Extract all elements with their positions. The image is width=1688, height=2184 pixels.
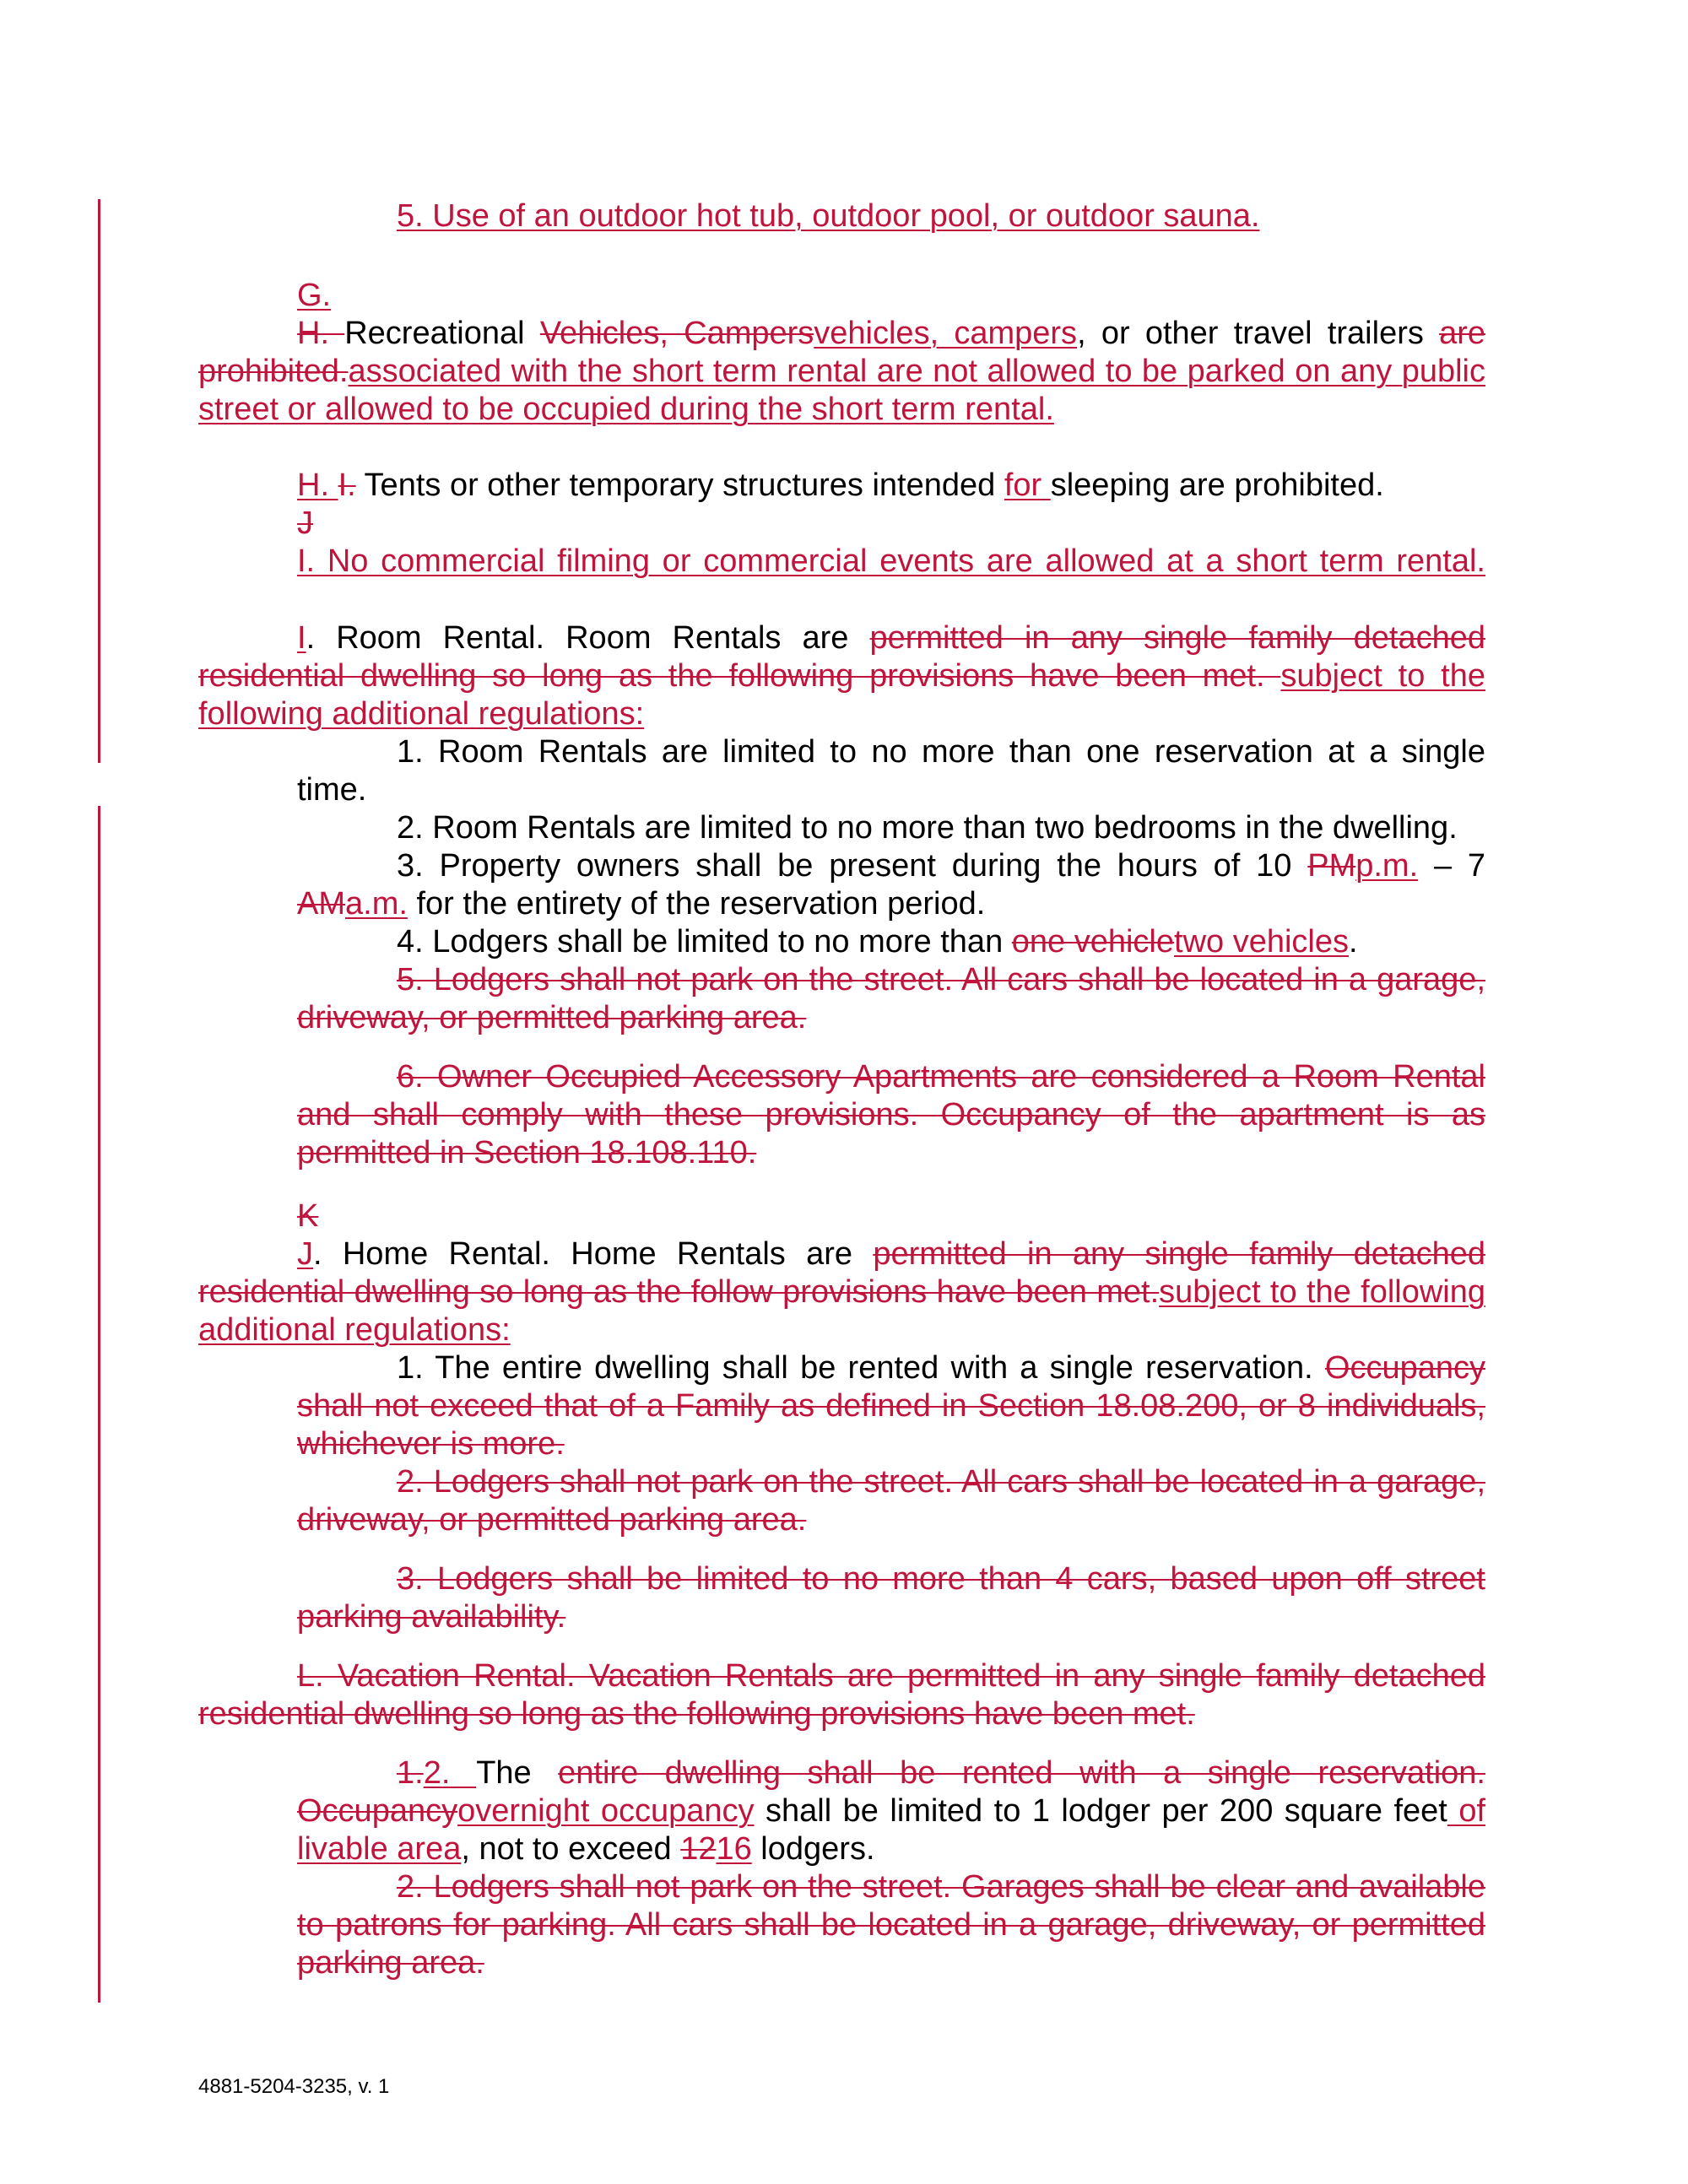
- text-line: [297, 1095, 1485, 1134]
- deleted-text: J: [297, 505, 313, 541]
- text-line: [297, 1133, 756, 1172]
- text-line: [397, 1868, 1485, 1906]
- deleted-text: H.: [297, 316, 345, 351]
- deleted-text: prohibited.: [198, 354, 349, 389]
- deleted-text: residential dwelling so long as the following provisions have been met.: [198, 1696, 1195, 1732]
- text-line: [297, 1657, 1485, 1695]
- text-line: [297, 1792, 1485, 1830]
- text-run: 1. The entire dwelling shall be rented with a single reservation.: [397, 1350, 1325, 1386]
- text-line: [297, 504, 313, 543]
- text-line: [297, 1424, 565, 1463]
- revision-bar: [98, 806, 100, 2003]
- inserted-text: street or allowed to be occupied during the short term rental.: [198, 392, 1054, 427]
- deleted-text: I.: [338, 468, 356, 503]
- inserted-text: a.m.: [345, 886, 408, 922]
- text-run: The: [476, 1755, 559, 1791]
- text-run: sleeping are prohibited.: [1050, 468, 1384, 503]
- text-run: . Room Rental. Room Rentals are: [306, 620, 870, 656]
- text-line: [198, 1695, 1195, 1733]
- text-line: [397, 733, 1485, 771]
- inserted-text: livable area: [297, 1831, 462, 1867]
- deleted-text: permitted in any single family detached: [873, 1236, 1485, 1272]
- inserted-text: 16: [716, 1831, 752, 1867]
- deleted-text: driveway, or permitted parking area.: [297, 1502, 807, 1538]
- inserted-text: J: [297, 1236, 313, 1272]
- text-run: 2. Room Rentals are limited to no more than two bedrooms in the dwelling.: [397, 810, 1458, 846]
- text-line: [397, 846, 1485, 885]
- deleted-text: residential dwelling so long as the follow provisions have been met.: [198, 1274, 1160, 1310]
- deleted-text: parking area.: [297, 1945, 484, 1981]
- text-line: [297, 314, 1485, 353]
- deleted-text: Occupancy: [297, 1793, 458, 1829]
- text-line: [297, 770, 366, 809]
- inserted-text: for: [1004, 468, 1051, 503]
- text-line: [297, 1500, 806, 1539]
- text-run: Tents or other temporary structures intended: [355, 468, 1004, 503]
- text-line: [397, 960, 1485, 999]
- text-run: lodgers.: [751, 1831, 875, 1867]
- text-line: [297, 619, 1485, 657]
- revision-bar: [98, 199, 100, 763]
- text-run: . Home Rental. Home Rentals are: [313, 1236, 874, 1272]
- text-run: 1. Room Rentals are limited to no more than one reservation at a single: [397, 734, 1485, 770]
- deleted-text: 12: [680, 1831, 717, 1867]
- text-run: , or other travel trailers: [1077, 316, 1440, 351]
- text-line: [198, 1273, 1485, 1311]
- deleted-text: PM: [1307, 848, 1356, 884]
- text-run: 4. Lodgers shall be limited to no more than: [397, 924, 1012, 960]
- inserted-text: overnight occupancy: [457, 1793, 755, 1829]
- inserted-text: two vehicles: [1174, 924, 1349, 960]
- deleted-text: driveway, or permitted parking area.: [297, 1000, 807, 1035]
- deleted-text: one vehicle: [1011, 924, 1175, 960]
- text-line: [397, 1462, 1485, 1501]
- deleted-text: 6. Owner Occupied Accessory Apartments are considered a Room Rental: [397, 1059, 1485, 1095]
- text-run: for the entirety of the reservation period.: [407, 886, 986, 922]
- text-line: [297, 466, 1384, 505]
- text-line: [397, 808, 1458, 847]
- inserted-text: I: [297, 620, 306, 656]
- deleted-text: parking availability.: [297, 1599, 566, 1635]
- deleted-text: 5. Lodgers shall not park on the street. All cars shall be located in a garage,: [397, 962, 1485, 997]
- text-line: [198, 352, 1485, 391]
- text-run: time.: [297, 772, 367, 808]
- text-line: [297, 1197, 318, 1235]
- text-line: [297, 1906, 1485, 1944]
- text-line: [397, 197, 1260, 235]
- text-line: [198, 390, 1054, 429]
- inserted-text: subject to the: [1280, 658, 1485, 694]
- inserted-text: additional regulations:: [198, 1312, 511, 1348]
- text-run: shall be limited to 1 lodger per 200 square feet: [754, 1793, 1447, 1829]
- text-line: [397, 1057, 1485, 1096]
- inserted-text: of: [1447, 1793, 1486, 1829]
- deleted-text: are: [1439, 316, 1485, 351]
- deleted-text: Occupancy: [1324, 1350, 1485, 1386]
- text-run: .: [1349, 924, 1358, 960]
- text-line: [297, 998, 806, 1037]
- inserted-text: vehicles, campers: [814, 316, 1078, 351]
- deleted-text: whichever is more.: [297, 1426, 565, 1462]
- text-line: [297, 884, 985, 923]
- text-run: 3. Property owners shall be present during the hours of 10: [397, 848, 1308, 884]
- deleted-text: entire dwelling shall be rented with a single reservation.: [558, 1755, 1485, 1791]
- text-line: [397, 1754, 1485, 1792]
- text-line: [297, 276, 331, 315]
- text-line: [198, 657, 1485, 695]
- deleted-text: permitted in Section 18.108.110.: [297, 1135, 757, 1170]
- inserted-text: p.m.: [1355, 848, 1419, 884]
- inserted-text: 5. Use of an outdoor hot tub, outdoor pool, or outdoor sauna.: [397, 198, 1260, 234]
- text-line: [397, 922, 1358, 961]
- inserted-text: associated with the short term rental are not allowed to be parked on any public: [348, 354, 1485, 389]
- text-run: , not to exceed: [461, 1831, 681, 1867]
- deleted-text: 1.: [397, 1755, 424, 1791]
- text-line: [297, 1597, 565, 1636]
- text-line: [397, 1349, 1485, 1387]
- deleted-text: permitted in any single family detached: [869, 620, 1485, 656]
- deleted-text: AM: [297, 886, 345, 922]
- text-line: [198, 1311, 511, 1349]
- text-line: [297, 1943, 484, 1982]
- deleted-text: 2. Lodgers shall not park on the street. All cars shall be located in a garage,: [397, 1464, 1485, 1500]
- text-line: [297, 1387, 1485, 1425]
- text-line: [297, 542, 1485, 581]
- text-line: [297, 1830, 875, 1868]
- deleted-text: to patrons for parking. All cars shall be located in a garage, driveway, or permitted: [297, 1907, 1485, 1943]
- deleted-text: 3. Lodgers shall be limited to no more than 4 cars, based upon off street: [397, 1561, 1485, 1597]
- inserted-text: H.: [297, 468, 338, 503]
- inserted-text: I. No commercial filming or commercial events are allowed at a short term rental.: [297, 543, 1485, 579]
- text-line: [397, 1560, 1485, 1598]
- text-line: [297, 1235, 1485, 1273]
- text-run: Recreational: [344, 316, 540, 351]
- deleted-text: K: [297, 1198, 319, 1234]
- deleted-text: and shall comply with these provisions. Occupancy of the apartment is as: [297, 1097, 1485, 1133]
- deleted-text: residential dwelling so long as the following provisions have been met.: [198, 658, 1281, 694]
- deleted-text: 2. Lodgers shall not park on the street. Garages shall be clear and available: [397, 1869, 1485, 1905]
- text-run: – 7: [1418, 848, 1486, 884]
- inserted-text: G.: [297, 278, 332, 313]
- deleted-text: shall not exceed that of a Family as defined in Section 18.08.200, or 8 individuals,: [297, 1388, 1485, 1424]
- text-line: [198, 695, 644, 733]
- deleted-text: Vehicles, Campers: [539, 316, 814, 351]
- inserted-text: subject to the following: [1159, 1274, 1486, 1310]
- document-footer: 4881-5204-3235, v. 1: [198, 2075, 390, 2098]
- inserted-text: following additional regulations:: [198, 696, 645, 732]
- inserted-text: 2.: [423, 1755, 477, 1791]
- deleted-text: L. Vacation Rental. Vacation Rentals are permitted in any single family detached: [297, 1658, 1485, 1694]
